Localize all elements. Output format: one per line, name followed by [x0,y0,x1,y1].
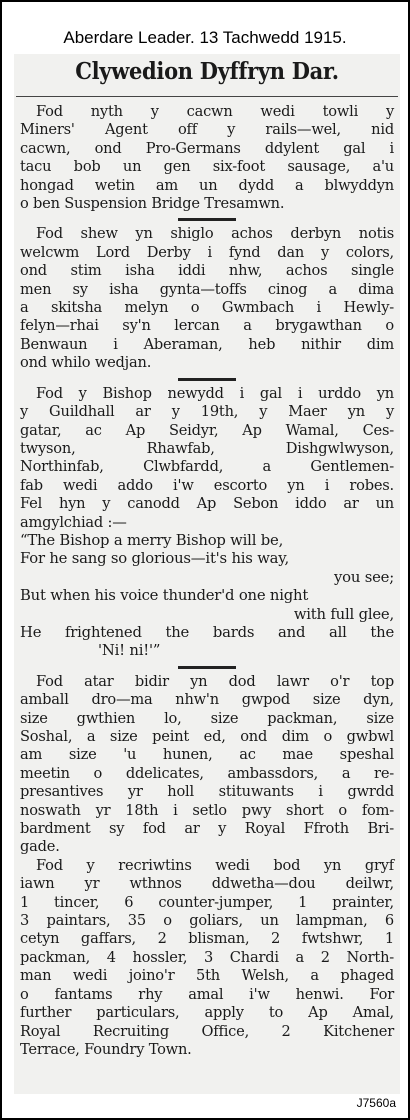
verse [14,532,400,661]
text-line: amgylchiad :— [20,513,127,531]
item-divider [178,666,236,669]
text-line: Fod nyth y cacwn wedi towli y [36,103,394,120]
item-divider [178,378,236,381]
text-line: amball dro—ma nhw'n gwpod size dyn, [20,691,394,709]
text-line: twyson, Rhawfab, Dishgwlwyson, [20,439,394,457]
verse-line: 'Ni! ni!'” [98,642,161,660]
text-line: Fel hyn y canodd Ap Sebon iddo ar un [20,495,394,513]
text-line: o fantams rhy amal i'w henwi. For [20,985,394,1003]
text-line: bardment sy fod ar y Royal Ffroth Bri- [20,820,394,838]
text-line: man wedi joino'r 5th Welsh, a phaged [20,967,394,985]
text-line: noswath yr 18th i setlo pwy short o fom- [20,801,394,819]
verse-line: you see; [334,568,394,586]
verse-line: “The Bishop a merry Bishop will be, [20,531,284,549]
text-line: Benwaun i Aberaman, heb nithir dim [20,335,394,353]
source-caption: Aberdare Leader. 13 Tachwedd 1915. [63,28,347,47]
text-line: Fod atar bidir yn dod lawr o'r top [36,672,394,690]
text-line: ond whilo wedjan. [20,354,152,372]
news-item-3 [14,385,400,661]
text-line: Terrace, Foundry Town. [20,1040,192,1058]
text-line: 1 tincer, 6 counter-jumper, 1 prainter, [20,893,394,911]
verse-line: But when his voice thunder'd one night [20,587,309,605]
text-line: Fod y recriwtins wedi bod yn gryf [36,856,394,874]
text-line: Fod shew yn shiglo achos derbyn notis [36,225,394,243]
text-line: felyn—rhai sy'n lercan a brygawthan o [20,317,394,335]
text-line: Miners' Agent off y rails—wel, nid [20,121,394,139]
headline-rule [16,96,398,97]
headline: Clywedion Dyffryn Dar. [75,56,339,85]
news-item-5 [14,857,400,1059]
text-line: welcwm Lord Derby i fynd dan y colors, [20,243,394,261]
verse-line: For he sang so glorious—it's his way, [20,550,289,568]
text-line: Royal Recruiting Office, 2 Kitchener [20,1022,394,1040]
news-item-2 [14,225,400,372]
text-line: a skitsha melyn o Gwmbach i Hewly- [20,299,394,317]
text-line: meetin o ddelicates, ambassdors, a re- [20,764,394,782]
text-line: iawn yr wthnos ddwetha—dou deilwr, [20,875,394,893]
news-item-1 [14,103,400,213]
text-line: Northinfab, Clwbfardd, a Gentlemen- [20,458,394,476]
news-item-4 [14,673,400,857]
text-line: am size 'u hunen, ac mae speshal [20,746,394,764]
text-line: cacwn, ond Pro-Germans ddylent gal i [20,139,394,157]
text-line: tacu bob un gen six-foot sausage, a'u [20,158,394,176]
text-line: presantives yr holl stituwants i gwrdd [20,783,394,801]
text-line: size gwthien lo, size packman, size [20,709,394,727]
text-line: hongad wetin am un dydd a blwyddyn [20,176,394,194]
verse-line: He frightened the bards and all the [20,623,394,641]
text-line: ond stim isha iddi nhw, achos single [20,262,394,280]
text-line: 3 paintars, 35 o goliars, un lampman, 6 [20,912,394,930]
item-divider [178,218,236,221]
text-line: gatar, ac Ap Seidyr, Ap Wamal, Ces- [20,421,394,439]
text-line: gade. [20,838,60,856]
text-line: further particulars, apply to Ap Amal, [20,1004,394,1022]
text-line: fab wedi addo i'w escorto yn i robes. [20,476,394,494]
text-line: men sy isha gynta—toffs cinog a dima [20,280,394,298]
text-line: o ben Suspension Bridge Tresamwn. [20,195,285,213]
newspaper-clipping [14,54,400,1094]
text-line: Fod y Bishop newydd i gal i urddo yn [36,384,394,402]
text-line: cetyn gaffars, 2 blisman, 2 fwtshwr, 1 [20,930,394,948]
text-line: Soshal, a size peint ed, ond dim o gwbwl [20,728,394,745]
text-line: y Guildhall ar y 19th, y Maer yn y [20,403,394,421]
verse-line: with full glee, [293,605,394,623]
text-line: packman, 4 hossler, 3 Chardi a 2 North- [20,948,394,966]
archive-reference: J7560a [356,1096,396,1110]
